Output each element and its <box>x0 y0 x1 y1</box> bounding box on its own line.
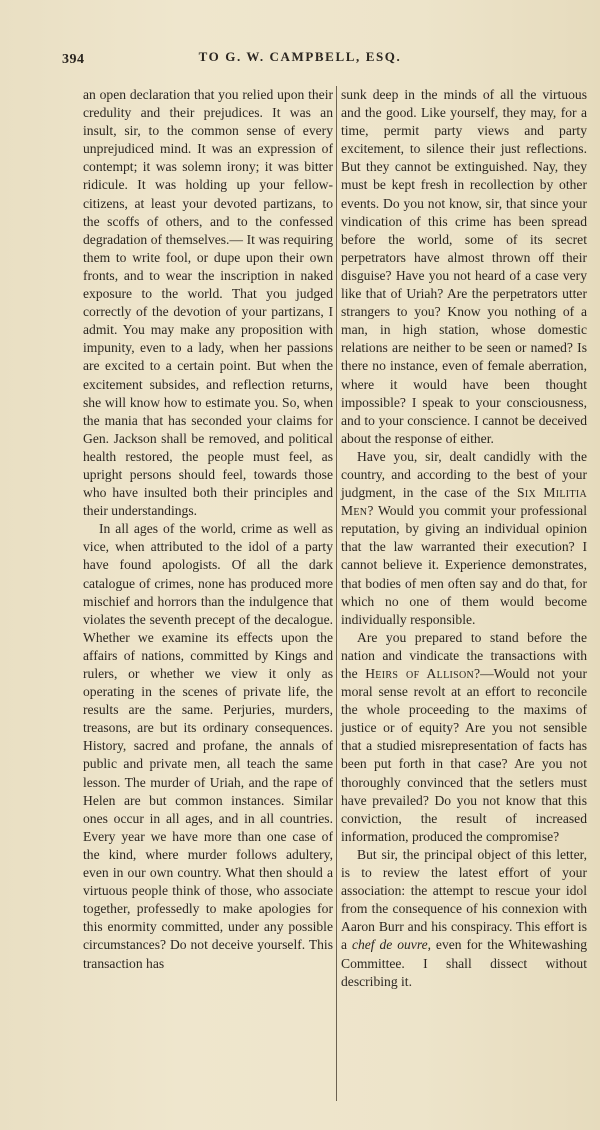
right-paragraph-4-text-a: But sir, the principal object of this letter, is to review the latest effort of your association: the attempt to rescue your idol from the consequence of his connexion with Aaron Burr and his conspiracy. This effort is a <box>341 846 587 953</box>
left-paragraph-2: In all ages of the world, crime as well as vice, when attributed to the idol of a party have found apologists. Of all the dark catalogue of crimes, none has produced more mischief and horrors than the indulgence that violates the seventh precept of the decalogue. Whether we examine its effects upon the affairs of nations, committed by Kings and rulers, or whether we view it only as operating in the scenes of private life, the results are the same. Perjuries, murders, treasons, are but its ordinary consequences. History, sacred and profane, the annals of public and private men, all teach the same lesson. The murder of Uriah, and the rape of Helen are but common instances. Similar ones occur in all ages, and in all countries. Every year we have more than one case of the kind, where murder follows adultery, even in our own country. What then should a virtuous people think of those, who associate together, professedly to make apologies for this enormity committed, under any possible circumstances? Do not deceive yourself. This transaction has <box>83 521 333 971</box>
right-paragraph-1: sunk deep in the minds of all the virtuous and the good. Like yourself, they may, for a time, permit party views and party excitement, to silence their just reflections. But they cannot be extinguished. Nay, they must be kept fresh in recollection by other events. Do you not know, sir, that since your vindication of this crime has been spread before the world, some of its secret perpetrators have almost thrown off their disguise? Have you not heard of a case very like that of Uriah? Are the perpetrators utter strangers to you? Know you nothing of a man, in high station, whose domestic relations are neither to be seen or named? Is there no instance, even of female aberration, where it would have been thought impossible? I speak to your consciousness, and to your conscience. I cannot be deceived about the response of either. <box>341 87 587 446</box>
column-divider <box>336 86 337 1101</box>
right-paragraph-3 <box>341 629 587 846</box>
right-paragraph-4 <box>341 846 587 991</box>
page-number: 394 <box>62 52 85 67</box>
right-column <box>341 86 587 991</box>
right-paragraph-2-text-a: Have you, sir, dealt candidly with the country, and according to the best of your judgment, in the case of the <box>341 448 587 501</box>
right-paragraph-3-text-b: ?—Would not your moral sense revolt at an effort to reconcile the whole proceeding to the maxims of justice or of equity? Are you not sensible that a studied misrepresentation of facts has been put forth in that case? Are you not thoroughly convinced that the setlers must have prevailed? Do you not know that this conviction, the result of increased information, produced the compromise? <box>341 666 587 844</box>
left-paragraph-1: an open declaration that you relied upon their credulity and their prejudices. It was an insult, sir, to the common sense of every unprejudiced mind. It was an expression of contempt; it was solemn irony; it was bitter ridicule. It was holding up your fellow-citizens, at least your devoted partizans, to the scoffs of others, and to the confessed degradation of themselves.— It was requiring them to write fool, or dupe upon their own fronts, and to wear the inscription in naked exposure to the world. That you judged correctly of the devotion of your partizans, I admit. You may make any proposition with impunity, even to a lady, when her passions are excited to a certain point. But when the excitement subsides, and reflection returns, she will know how to estimate you. So, when the mania that has seconded your claims for Gen. Jackson shall be removed, and political health restored, the people must feel, as upright persons should feel, towards those who have insulted both their principles and their understandings. <box>83 87 333 519</box>
right-paragraph-2-text-b: ? Would you commit your professional reputation, by giving an individual opinion that the law warranted their execution? I cannot believe it. Experience demonstrates, that bodies of men often say and do that, for which no one of them would become individually responsible. <box>341 503 587 627</box>
right-paragraph-2 <box>341 448 587 629</box>
chef-de-ouvre: chef de ouvre <box>351 937 428 953</box>
right-paragraph-3-text-a: Are you prepared to stand before the nation and vindicate the transactions with the <box>341 629 587 681</box>
heirs-of-allison: Heirs of Allison <box>365 666 475 681</box>
left-column <box>83 86 333 973</box>
right-paragraph-4-text-b: , even for the Whitewashing Committee. I shall dissect without describing it. <box>341 937 588 989</box>
six-militia-men: Six Militia Men <box>341 485 587 519</box>
running-head: TO G. W. CAMPBELL, ESQ. <box>198 49 402 64</box>
